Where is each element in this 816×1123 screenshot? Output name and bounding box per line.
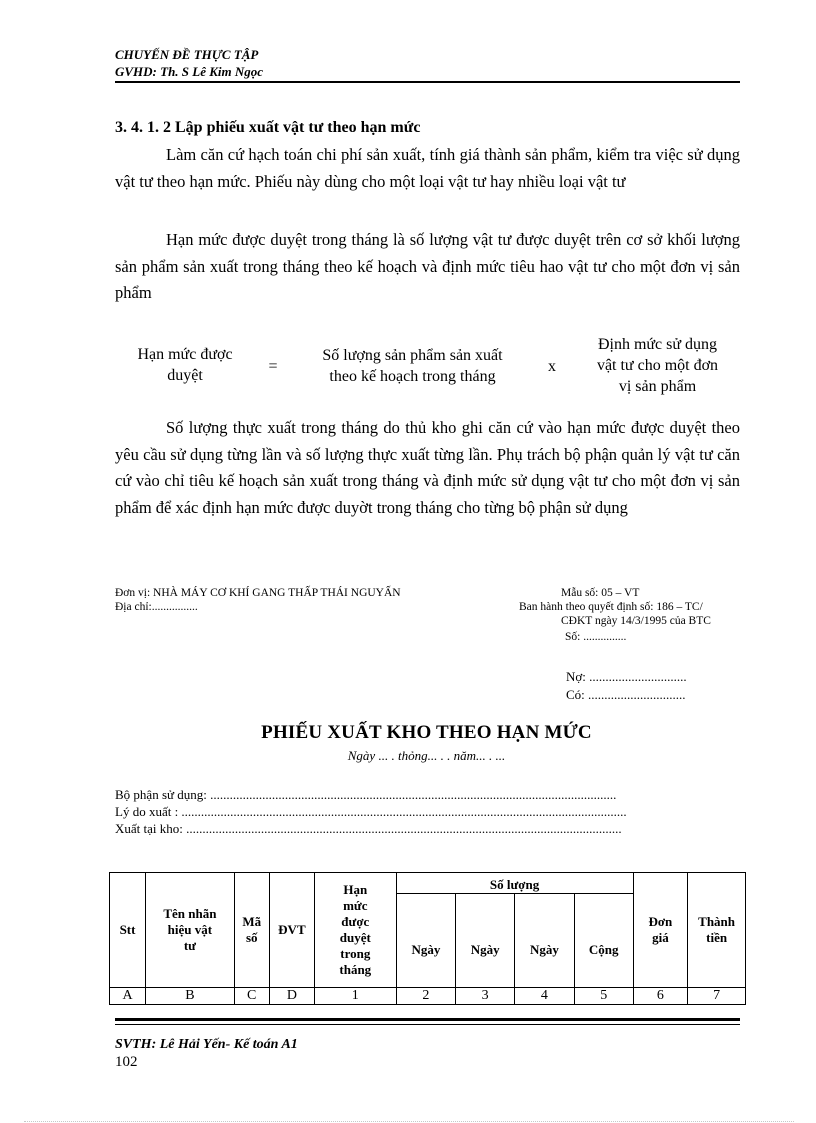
th-day-1: Ngày [396, 894, 456, 988]
th-item-name-line: Tên nhãn [163, 906, 217, 921]
th-amount [688, 873, 746, 988]
code-cell: 1 [315, 988, 396, 1005]
code-cell: 7 [688, 988, 746, 1005]
formula-times: x [548, 358, 556, 375]
th-amount-line: tiền [706, 930, 728, 945]
formula-lhs-line: duyệt [167, 367, 203, 384]
th-limit-line: duyệt [339, 930, 371, 945]
th-day-2: Ngày [456, 894, 515, 988]
header-rule [115, 81, 740, 83]
th-unit-price-line: giá [652, 930, 669, 945]
th-unit-price [633, 873, 688, 988]
th-code-line: Mã [242, 914, 262, 929]
form-number: Số: ............... [565, 631, 627, 643]
paragraph-3: Số lượng thực xuất trong tháng do thủ kho ghi căn cứ vào hạn mức được duyệt theo yêu cầu sử dụng từng lần và số lượng thực xuất từng lần. Phụ trách bộ phận quản lý vật tư căn cứ vào chỉ tiêu kế hoạch sản xuất trong tháng và định mức sử dụng vật tư cho một đơn vị sản phẩm để xác định hạn mức được duyờt trong tháng cho từng bộ phận sử dụng [115, 418, 740, 517]
footer-rule-thin [115, 1024, 740, 1025]
th-unit: ĐVT [269, 873, 314, 988]
table-header-row [110, 873, 746, 894]
page-bottom-divider [24, 1121, 794, 1122]
form-template-number: Mẫu số: 05 – VT [561, 587, 640, 599]
issue-table [109, 872, 746, 1005]
formula-middle-line: theo kế hoạch trong tháng [329, 368, 496, 385]
formula-rhs-line: Định mức sử dụng [597, 336, 718, 353]
form-warehouse: Xuất tại kho: ...................................................................................................................................... [115, 821, 622, 836]
formula-equals: = [268, 358, 278, 375]
form-debit: Nợ: .............................. [566, 669, 687, 684]
footer-rule-thick [115, 1018, 740, 1021]
form-reason: Lý do xuất : ......................................................................................................................................... [115, 804, 627, 819]
th-day-3: Ngày [515, 894, 575, 988]
th-total: Cộng [574, 894, 633, 988]
th-limit-line: tháng [339, 962, 372, 977]
formula-lhs-line: Hạn mức được [137, 346, 233, 363]
formula-rhs-line: vị sản phẩm [618, 378, 697, 395]
section-heading: 3. 4. 1. 2 Lập phiếu xuất vật tư theo hạn mức [115, 119, 421, 136]
formula-rhs-line: vật tư cho một đơn [596, 357, 719, 374]
th-amount-line: Thành [698, 914, 736, 929]
formula-middle-line: Số lượng sản phẩm sản xuất [322, 347, 503, 364]
header-advisor: GVHD: Th. S Lê Kim Ngọc [115, 64, 264, 79]
code-cell: 3 [456, 988, 515, 1005]
code-cell: 5 [574, 988, 633, 1005]
th-code [234, 873, 269, 988]
form-unit: Đơn vị: NHÀ MÁY CƠ KHÍ GANG THẤP THÁI NGUYẤN [115, 587, 401, 599]
code-cell: 4 [515, 988, 575, 1005]
paragraph-1: Làm căn cứ hạch toán chi phí sản xuất, tính giá thành sản phẩm, kiểm tra việc sử dụng vật tư theo hạn mức. Phiếu này dùng cho một loại vật tư hay nhiều loại vật tư [115, 145, 740, 191]
code-cell: C [234, 988, 269, 1005]
form-department: Bộ phận sử dụng: ............................................................................................................................. [115, 787, 617, 802]
code-cell: 6 [633, 988, 688, 1005]
form-address: Địa chỉ:................ [115, 601, 198, 613]
th-code-line: số [245, 930, 258, 945]
th-item-name [146, 873, 235, 988]
th-stt: Stt [110, 873, 146, 988]
form-decree-2: CĐKT ngày 14/3/1995 của BTC [561, 615, 711, 627]
th-limit-line: được [341, 914, 370, 929]
code-cell: A [110, 988, 146, 1005]
th-approved-limit [315, 873, 396, 988]
page-number: 102 [115, 1054, 138, 1070]
formula-middle [295, 345, 530, 387]
th-quantity: Số lượng [396, 873, 633, 894]
form-decree-1: Ban hành theo quyết định số: 186 – TC/ [519, 601, 703, 613]
th-item-name-line: tư [183, 938, 196, 953]
form-date: Ngày ... . thỏng... . . năm... . ... [347, 748, 506, 763]
footer-student: SVTH: Lê Hải Yến- Kế toán A1 [115, 1037, 298, 1052]
formula-lhs [115, 344, 255, 386]
th-item-name-line: hiệu vật [167, 922, 213, 937]
th-limit-line: Hạn [343, 882, 368, 897]
paragraph-2: Hạn mức được duyệt trong tháng là số lượng vật tư được duyệt trên cơ sở khối lượng sản phẩm sản xuất trong tháng theo kế hoạch và định mức tiêu hao vật tư cho một đơn vị sản phẩm [115, 230, 740, 302]
th-limit-line: trong [340, 946, 371, 961]
table-code-row [110, 988, 746, 1005]
code-cell: D [269, 988, 314, 1005]
code-cell: 2 [396, 988, 456, 1005]
th-limit-line: mức [343, 898, 368, 913]
form-credit: Có: .............................. [566, 687, 686, 702]
header-topic: CHUYẾN ĐỀ THỰC TẬP [115, 47, 259, 62]
form-title: PHIẾU XUẤT KHO THEO HẠN MỨC [261, 722, 592, 743]
formula-rhs [575, 334, 740, 397]
th-unit-price-line: Đơn [648, 914, 673, 929]
code-cell: B [146, 988, 235, 1005]
